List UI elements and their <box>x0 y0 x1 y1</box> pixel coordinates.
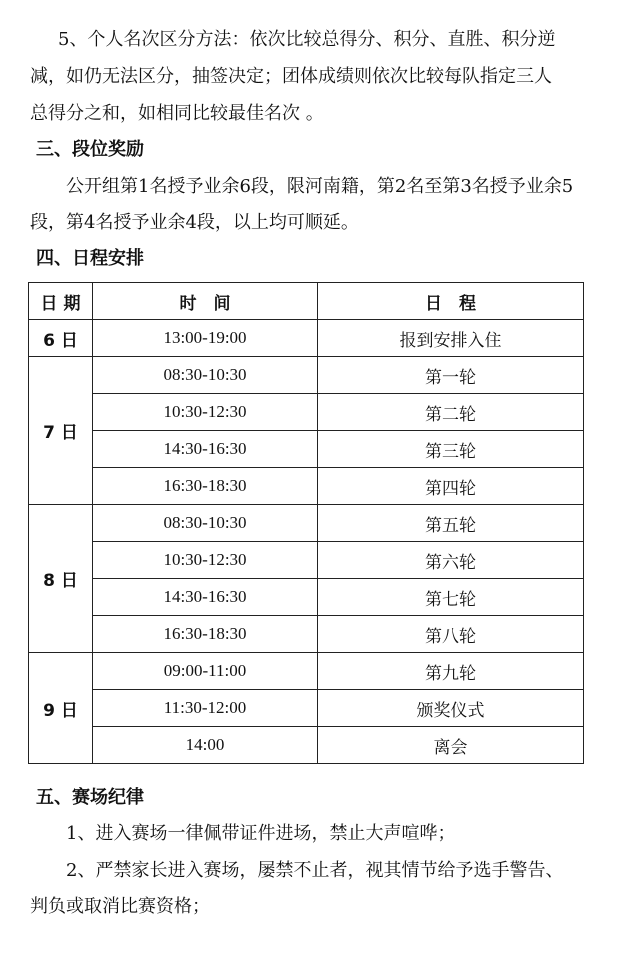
event-cell: 离会 <box>318 727 584 764</box>
table-row <box>29 320 584 357</box>
table-row <box>29 579 584 616</box>
date-cell: 6 日 <box>29 320 93 357</box>
table-row <box>29 468 584 505</box>
intro-line-1: 5、个人名次区分方法：依次比较总得分、积分、直胜、积分逆 <box>58 29 556 50</box>
header-date: 日 期 <box>29 283 93 320</box>
section-3-heading: 三、段位奖励 <box>36 139 144 160</box>
time-cell: 14:00 <box>93 727 318 764</box>
time-cell: 08:30-10:30 <box>93 357 318 394</box>
table-row <box>29 505 584 542</box>
time-cell: 14:30-16:30 <box>93 431 318 468</box>
section-4-heading: 四、日程安排 <box>36 248 144 269</box>
section-3-line-2: 段，第4名授予业余4段，以上均可顺延。 <box>30 212 359 233</box>
event-cell: 第六轮 <box>318 542 584 579</box>
time-cell: 09:00-11:00 <box>93 653 318 690</box>
event-cell: 第九轮 <box>318 653 584 690</box>
table-header-row <box>29 283 584 320</box>
header-event: 日 程 <box>318 283 584 320</box>
intro-line-2: 减，如仍无法区分，抽签决定；团体成绩则依次比较每队指定三人 <box>30 66 552 87</box>
event-cell: 第二轮 <box>318 394 584 431</box>
table-row <box>29 394 584 431</box>
date-cell: 9 日 <box>29 653 93 764</box>
table-row <box>29 357 584 394</box>
date-cell: 7 日 <box>29 357 93 505</box>
table-row <box>29 431 584 468</box>
header-time: 时 间 <box>93 283 318 320</box>
intro-line-3: 总得分之和，如相同比较最佳名次 。 <box>30 103 324 124</box>
time-cell: 10:30-12:30 <box>93 394 318 431</box>
table-row <box>29 542 584 579</box>
time-cell: 14:30-16:30 <box>93 579 318 616</box>
event-cell: 第一轮 <box>318 357 584 394</box>
schedule-table <box>28 282 584 764</box>
section-5-heading: 五、赛场纪律 <box>36 787 144 808</box>
event-cell: 第三轮 <box>318 431 584 468</box>
event-cell: 第五轮 <box>318 505 584 542</box>
event-cell: 报到安排入住 <box>318 320 584 357</box>
table-row <box>29 690 584 727</box>
date-cell: 8 日 <box>29 505 93 653</box>
section-5-item-2-line-2: 判负或取消比赛资格； <box>30 896 210 917</box>
time-cell: 11:30-12:00 <box>93 690 318 727</box>
time-cell: 16:30-18:30 <box>93 616 318 653</box>
time-cell: 10:30-12:30 <box>93 542 318 579</box>
time-cell: 16:30-18:30 <box>93 468 318 505</box>
time-cell: 08:30-10:30 <box>93 505 318 542</box>
table-row <box>29 727 584 764</box>
section-5-item-1: 1、进入赛场一律佩带证件进场，禁止大声喧哗； <box>66 823 456 844</box>
event-cell: 第八轮 <box>318 616 584 653</box>
section-5-item-2-line-1: 2、严禁家长进入赛场，屡禁不止者，视其情节给予选手警告、 <box>66 860 564 881</box>
event-cell: 颁奖仪式 <box>318 690 584 727</box>
table-row <box>29 653 584 690</box>
section-3-line-1: 公开组第1名授予业余6段，限河南籍，第2名至第3名授予业余5 <box>66 176 574 197</box>
event-cell: 第七轮 <box>318 579 584 616</box>
event-cell: 第四轮 <box>318 468 584 505</box>
table-row <box>29 616 584 653</box>
time-cell: 13:00-19:00 <box>93 320 318 357</box>
